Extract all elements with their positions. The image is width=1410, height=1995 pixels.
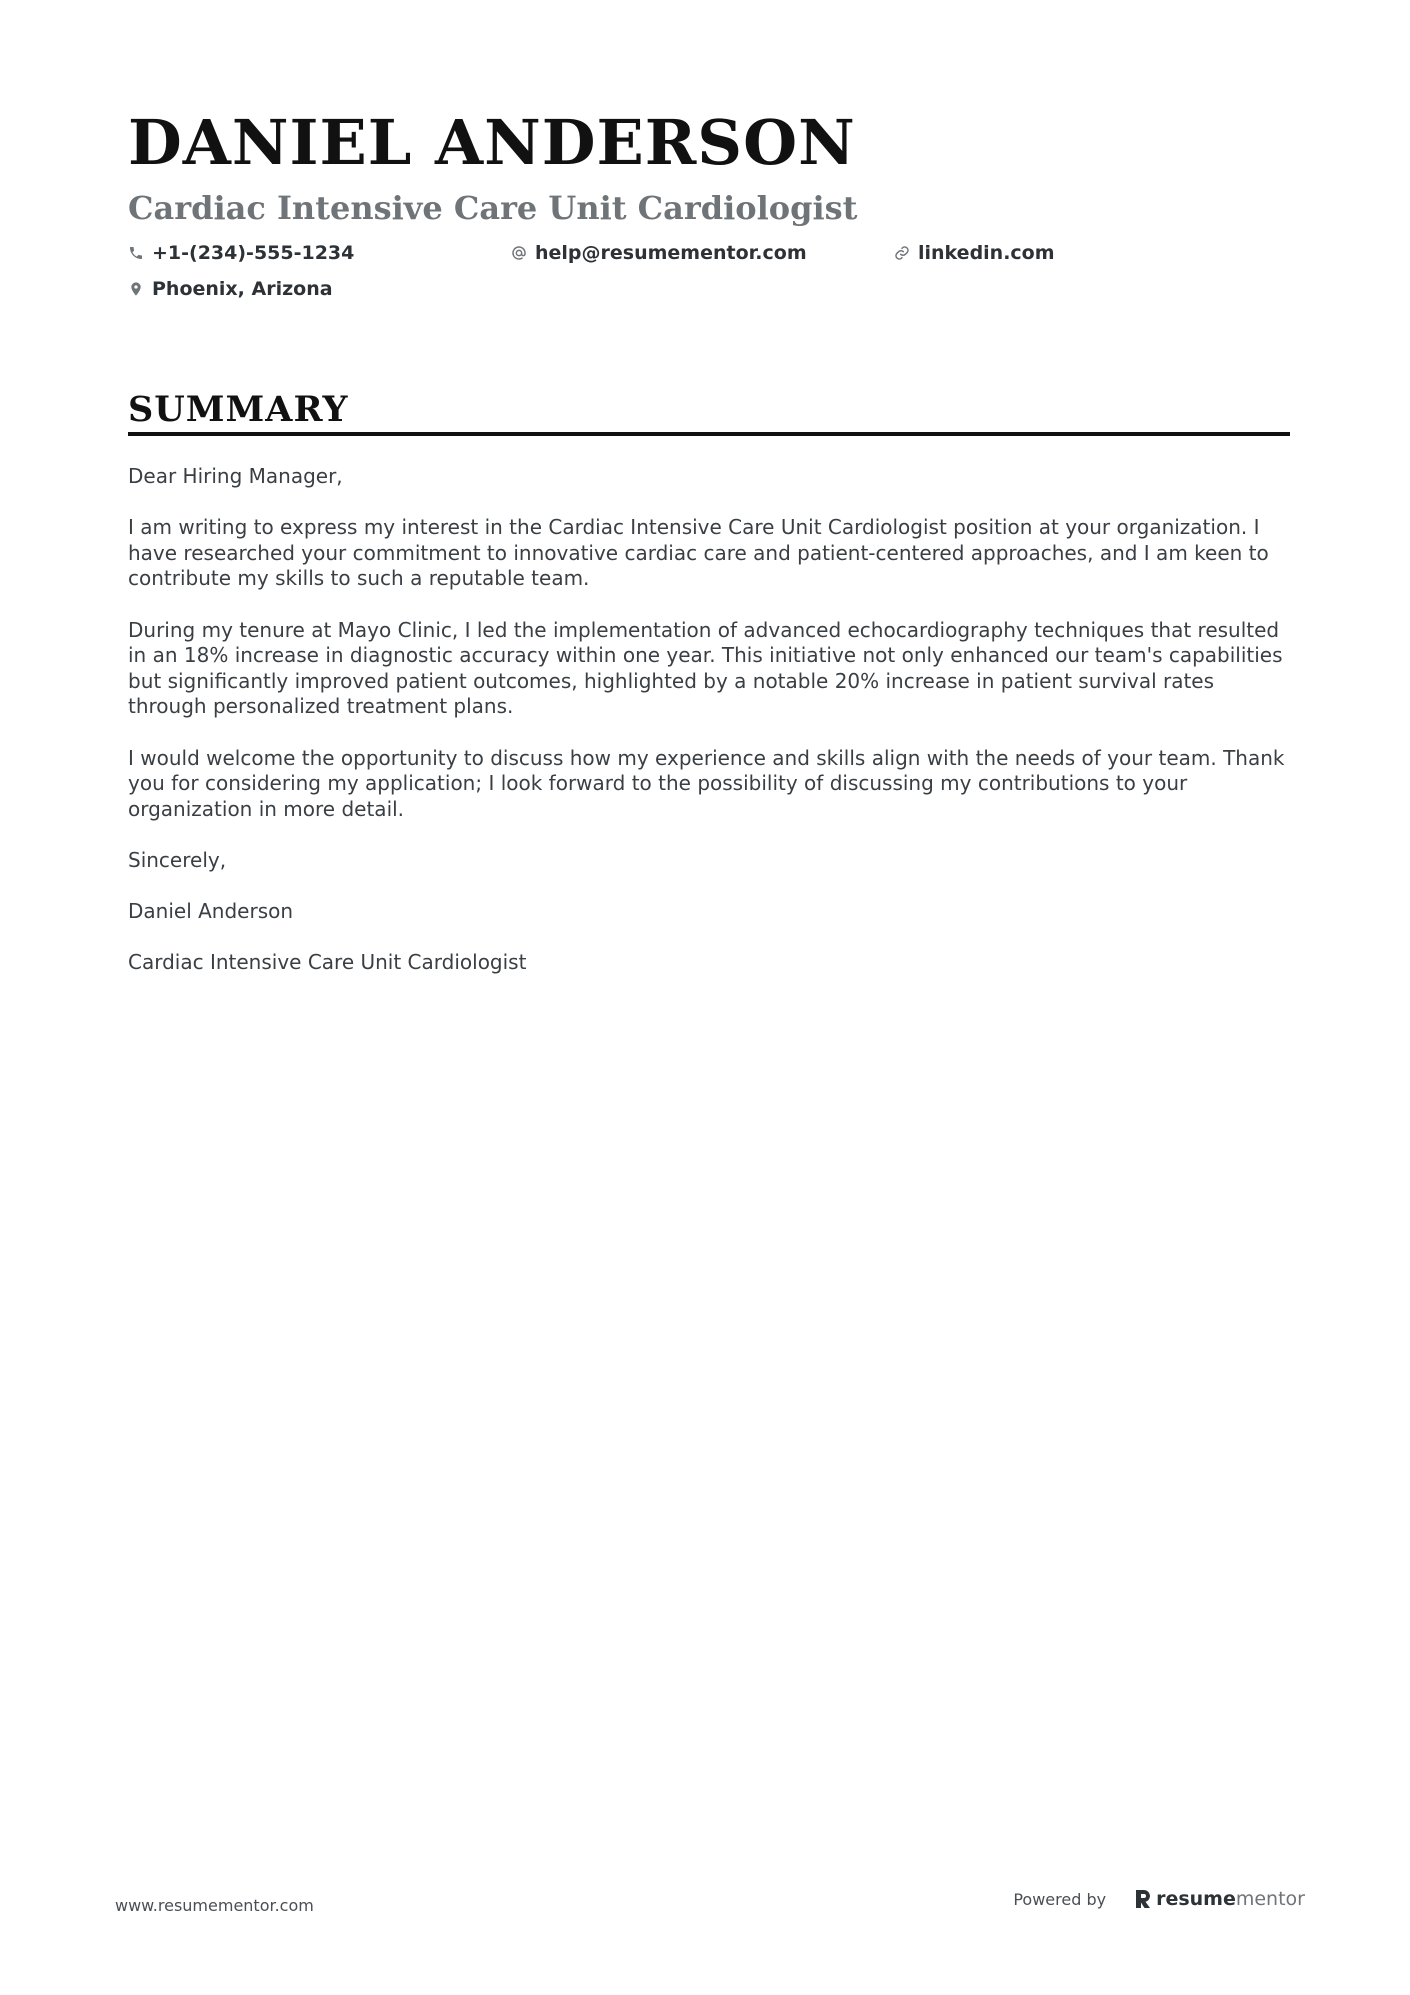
link-icon: [894, 245, 910, 261]
letter-paragraph: I am writing to express my interest in the Cardiac Intensive Care Unit Cardiologist position at your organization. I have researched your commitment to innovative cardiac care and patient-centered approaches, and I am keen to contribute my skills to such a reputable team.: [128, 515, 1269, 591]
email-text[interactable]: help@resumementor.com: [535, 242, 807, 264]
letter-closing: Sincerely,: [128, 847, 227, 872]
brand-name-part2: mentor: [1235, 1888, 1305, 1910]
section-divider: [128, 432, 1290, 436]
link-text[interactable]: linkedin.com: [918, 242, 1055, 264]
letter-greeting: Dear Hiring Manager,: [128, 464, 343, 488]
at-icon: [511, 245, 527, 261]
map-pin-icon: [128, 281, 144, 297]
candidate-headline: Cardiac Intensive Care Unit Cardiologist: [128, 189, 858, 227]
contact-email[interactable]: [511, 242, 807, 264]
letter-signature-title: Cardiac Intensive Care Unit Cardiologist: [128, 950, 527, 975]
footer-website[interactable]: www.resumementor.com: [115, 1896, 314, 1915]
section-title-summary: SUMMARY: [128, 389, 349, 430]
brand-logo[interactable]: [1134, 1888, 1305, 1910]
letter-paragraph: During my tenure at Mayo Clinic, I led the implementation of advanced echocardiography techniques that resulted in an 18% increase in diagnostic accuracy within one year. This initiative not only enhanced our team's capabilities but significantly improved patient outcomes, highlighted by a notable 20% increase in patient survival rates through personalized treatment plans.: [128, 617, 1283, 719]
powered-by-label: Powered by: [1013, 1889, 1107, 1909]
candidate-name: DANIEL ANDERSON: [128, 106, 856, 179]
phone-text: +1-(234)-555-1234: [152, 242, 355, 264]
location-text: Phoenix, Arizona: [152, 278, 333, 300]
letter-paragraph: I would welcome the opportunity to discuss how my experience and skills align with the needs of your team. Thank you for considering my application; I look forward to the possibility of discussing my contributions to your organization in more detail.: [128, 745, 1285, 821]
letter-signature: Daniel Anderson: [128, 899, 294, 924]
letter-body: [128, 464, 1290, 1001]
contact-link[interactable]: [894, 242, 1055, 264]
contact-location: [128, 278, 333, 300]
resumementor-logo-icon: [1134, 1888, 1152, 1910]
phone-icon: [128, 245, 144, 261]
contact-phone: [128, 242, 354, 264]
brand-name-part1: resume: [1156, 1888, 1236, 1910]
footer-branding: [1013, 1888, 1305, 1910]
